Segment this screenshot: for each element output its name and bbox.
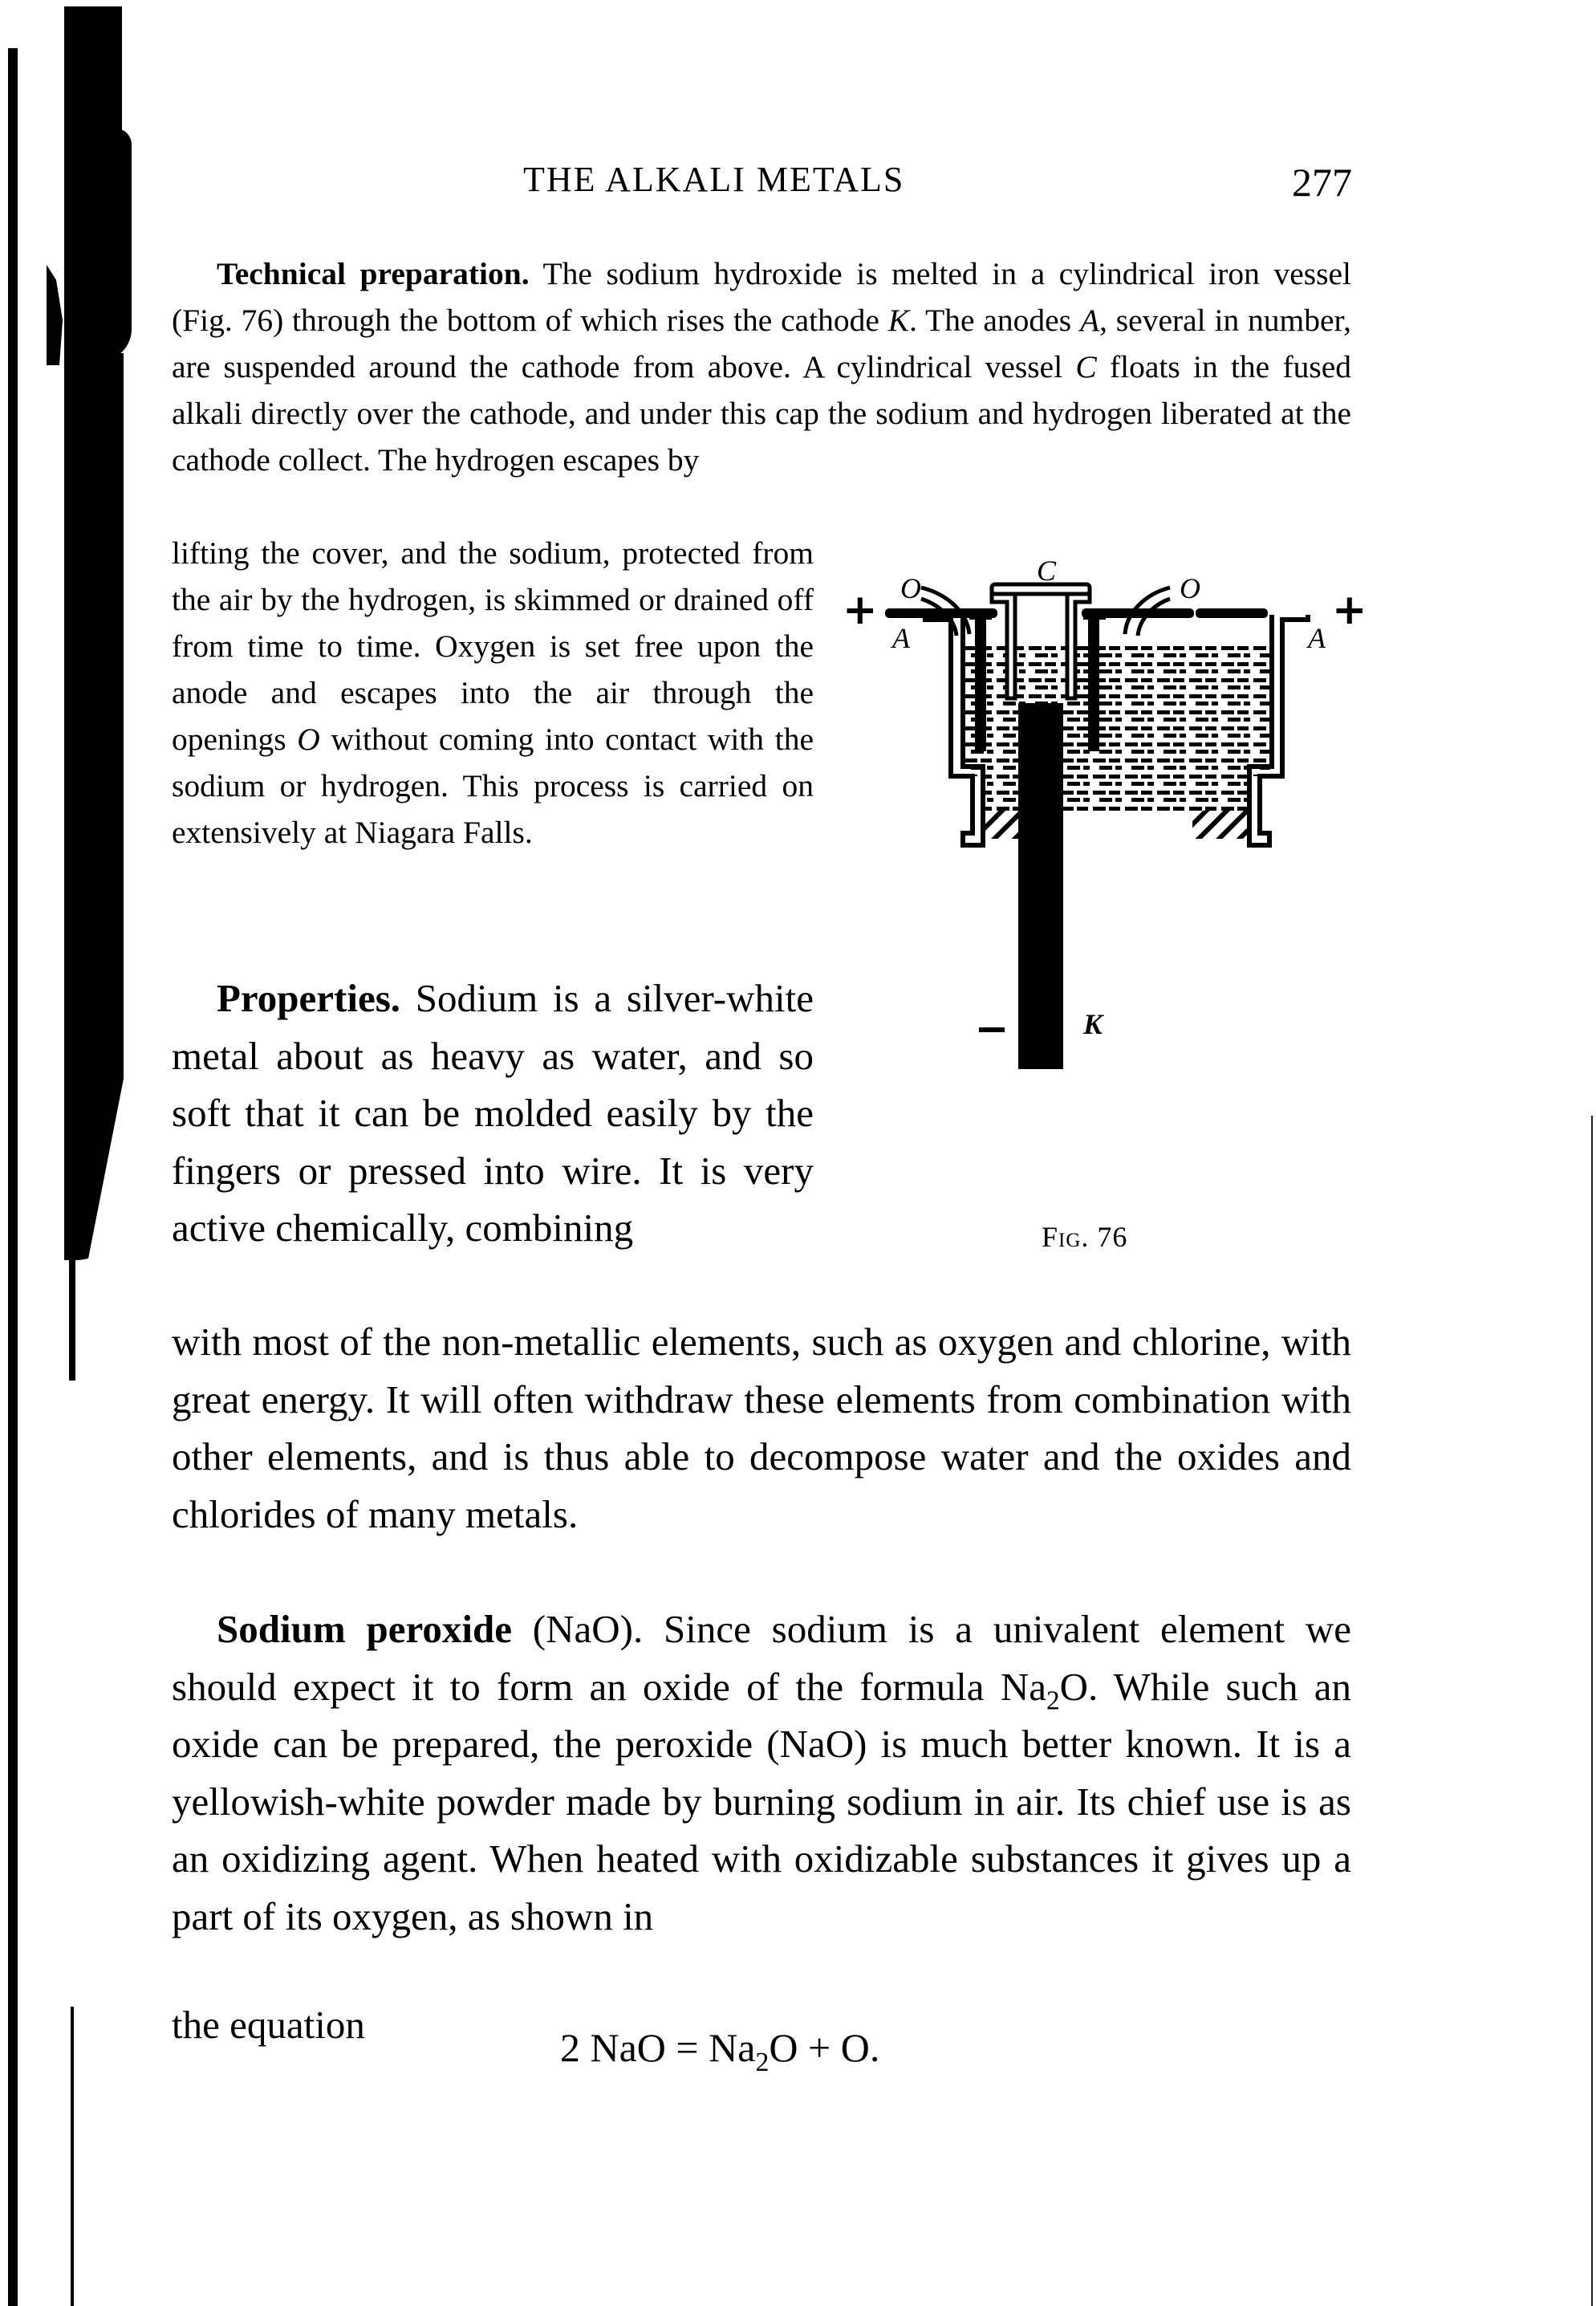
figure-caption: Fig. 76 xyxy=(1042,1221,1128,1253)
properties-continued: with most of the non-metallic elements, such as oxygen and chlorine, with great energy. It will often withdraw these elements from combination with other elements, and is thus able to decompose water and the oxides and chlorides of many metals. xyxy=(172,1320,1351,1536)
sodium-peroxide-section xyxy=(172,1600,1351,1945)
label-cathode-k: K xyxy=(887,303,910,338)
technical-preparation-section xyxy=(172,250,1351,483)
label-oxygen-outlet-right: O xyxy=(1180,572,1200,604)
scan-binding-shadow xyxy=(69,1059,75,1381)
label-cathode-k: K xyxy=(1083,1008,1103,1040)
equation-lead-text: the equation xyxy=(172,2003,365,2047)
label-oxygen-outlet-left: O xyxy=(900,572,921,604)
running-head xyxy=(0,159,1596,207)
technical-preparation-continued: lifting the cover, and the sodium, protected from the air by the hydrogen, is skimmed or drained off from time to time. Oxygen is set free upon the anode and escapes into the air through the openings O without coming into contact with the sodium or hydrogen. This process is carried on extensively at Niagara Falls. xyxy=(172,535,814,850)
scan-binding-shadow xyxy=(8,48,18,2306)
label-cap-c: C xyxy=(1037,555,1057,587)
label-anode-right: A xyxy=(1308,622,1326,654)
page-number: 277 xyxy=(1292,160,1352,205)
section-heading-sodium-peroxide: Sodium peroxide xyxy=(217,1607,512,1651)
section-heading-technical-preparation: Technical preparation. xyxy=(217,256,530,291)
running-title: THE ALKALI METALS xyxy=(523,160,905,199)
chemical-equation: 2 NaO = $Na_2O + O$. xyxy=(560,2025,880,2077)
properties-paragraph: Properties. Sodium is a silver-white metal about as heavy as water, and so soft that it can be molded easily by the fingers or pressed into wire. It is very active chemically, combining xyxy=(172,976,814,1250)
properties-section xyxy=(172,970,814,1257)
label-anode-a: A xyxy=(1079,303,1100,338)
label-anode-left: A xyxy=(892,622,910,654)
scan-binding-shadow xyxy=(47,265,63,365)
label-openings-o: O xyxy=(297,722,320,757)
label-vessel-c: C xyxy=(1075,349,1097,384)
section-heading-properties: Properties. xyxy=(217,976,401,1020)
sodium-peroxide-paragraph: Sodium peroxide (NaO). Since sodium is a univalent element we should expect it to form an oxide of the formula $Na_2O$. While such an oxide can be prepared, the peroxide (NaO) is much better known. It is a yellowish-white powder made by burning sodium in air. Its chief use is as an oxidizing agent. When heated with oxidizable substances it gives up a part of its oxygen, as shown in xyxy=(172,1607,1352,1938)
scan-binding-shadow xyxy=(71,2007,74,2306)
scan-right-edge xyxy=(1591,1116,1593,2306)
technical-preparation-paragraph: Technical preparation. The sodium hydroxide is melted in a cylindrical iron vessel (Fig. 76) through the bottom of which rises the cathode K. The anodes A, several in number, are suspended around the cathode from above. A cylindrical vessel C floats in the fused alkali directly over the cathode, and under this cap the sodium and hydrogen liberated at the cathode collect. The hydrogen escapes by xyxy=(172,256,1352,478)
plus-sign-right: + xyxy=(1332,586,1367,634)
figure-76-electrolytic-cell xyxy=(835,546,1380,1300)
plus-sign-left: + xyxy=(843,586,878,634)
equation-line xyxy=(172,2002,1351,2077)
electrolytic-cell-diagram xyxy=(835,546,1380,1300)
